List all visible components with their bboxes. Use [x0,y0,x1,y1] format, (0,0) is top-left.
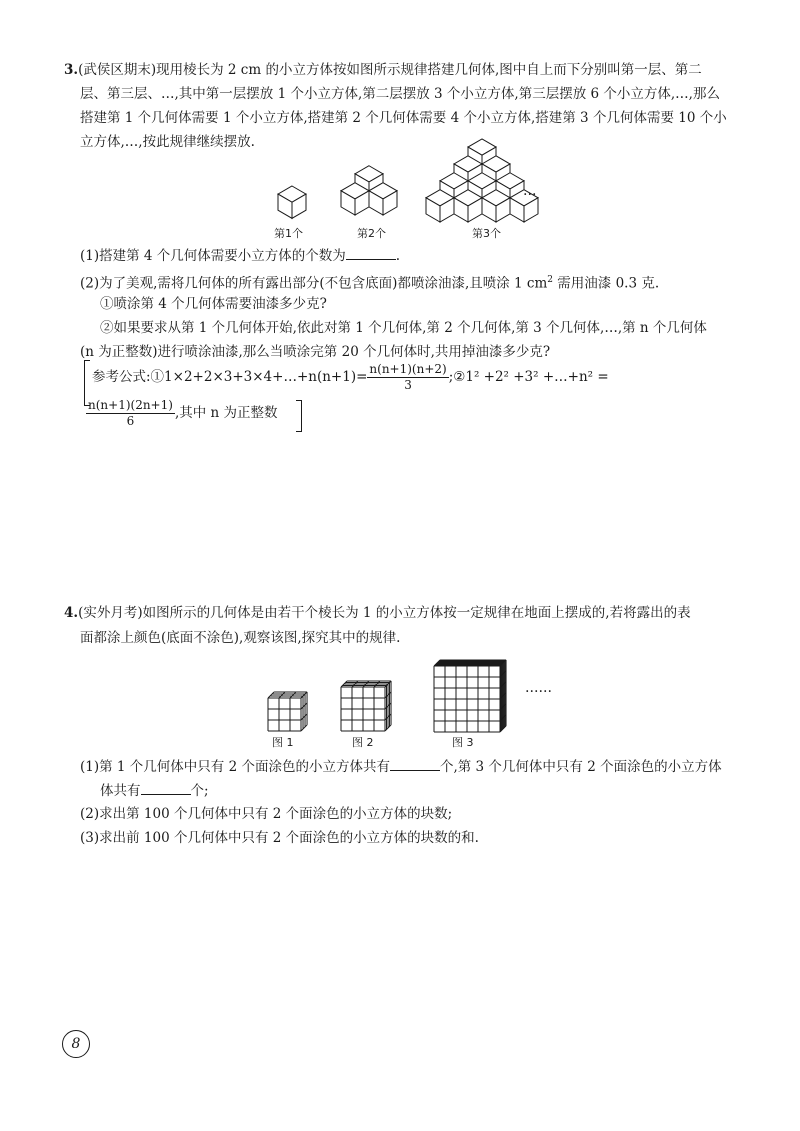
q4-caption-2: 图 2 [352,736,374,749]
q3-sub2: (2)为了美观,需将几何体的所有露出部分(不包含底面)都喷涂油漆,且喷涂 1 $cm^2$ 需用油漆 0.3 克. [80,275,660,292]
q4-sub1-line1: (1)第 1 个几何体中只有 2 个面涂色的小立方体共有 个,第 3 个几何体中只有 2 个面涂色的小立方体 [80,756,722,777]
q4-sub1-line2: 体共有 个; [100,780,209,801]
grid-line [268,692,274,698]
grid-line [279,692,285,698]
q4-line1: 4.(实外月考)如图所示的几何体是由若干个棱长为 1 的小立方体按一定规律在地面上摆成的,若将露出的表 [64,605,691,621]
grid-cube [434,660,506,732]
q4-sub2: (2)求出第 100 个几何体中只有 2 个面涂色的小立方体的块数; [80,806,453,822]
formula-fraction-1: $\frac{n(n+1)(n+2)}{3}$ [369,362,447,392]
grid-line [301,714,307,720]
q4-caption-1: 图 1 [272,736,294,749]
q4-caption-3: 图 3 [452,736,474,749]
q3-sub2-ii-b: (n 为正整数)进行喷涂油漆,那么当喷涂完第 20 个几何体时,共用掉油漆多少克? [80,344,551,360]
page-number: 8 [62,1030,90,1058]
q4-sub3: (3)求出前 100 个几何体中只有 2 个面涂色的小立方体的块数的和. [80,830,479,846]
reference-formula-line2: $\frac{n(n+1)(2n+1)}{6}$ ,其中 n 为正整数 [88,398,278,428]
grid-line [290,692,296,698]
grid-line [301,692,307,698]
answer-blank[interactable] [390,756,440,771]
q3-caption-3: 第3个 [472,227,501,240]
reference-formula-line1: 参考公式:①1×2+2×3+3×4+…+n(n+1)= $\frac{n(n+1)(n+2)}{3}$ ;②1² +2² +3² +…+n² = [92,362,609,392]
formula-fraction-2: $\frac{n(n+1)(2n+1)}{6}$ [88,398,173,428]
q4-figure-ellipsis: …… [525,680,552,696]
grid-cube [268,692,307,731]
q3-line2: 层、第三层、…,其中第一层摆放 1 个小立方体,第二层摆放 3 个小立方体,第三层摆放 6 个小立方体,…,那么 [80,86,720,102]
q3-figure-ellipsis: … [523,183,537,199]
answer-blank[interactable] [141,780,191,795]
q3-caption-2: 第2个 [357,227,386,240]
q3-sub2-i: ①喷涂第 4 个几何体需要油漆多少克? [100,296,327,312]
q3-sub1: (1)搭建第 4 个几何体需要小立方体的个数为 . [80,245,400,266]
grid-cube [341,681,391,731]
q3-caption-1: 第1个 [274,227,303,240]
q3-sub2-ii-a: ②如果要求从第 1 个几何体开始,依此对第 1 个几何体,第 2 个几何体,第 3 个几何体,…,第 n 个几何体 [100,320,707,336]
q3-number: 3. [64,62,79,78]
q3-line4: 立方体,…,按此规律继续摆放. [80,134,255,150]
grid-line [301,725,307,731]
q3-line3: 搭建第 1 个几何体需要 1 个小立方体,搭建第 2 个几何体需要 4 个小立方体,搭建第 3 个几何体需要 10 个小 [80,110,727,126]
q4-line2: 面都涂上颜色(底面不涂色),观察该图,探究其中的规律. [80,630,401,646]
q3-line1: 3.(武侯区期末)现用棱长为 2 cm 的小立方体按如图所示规律搭建几何体,图中自上而下分别叫第一层、第二 [64,62,702,78]
q4-number: 4. [64,605,79,621]
grid-line [301,703,307,709]
